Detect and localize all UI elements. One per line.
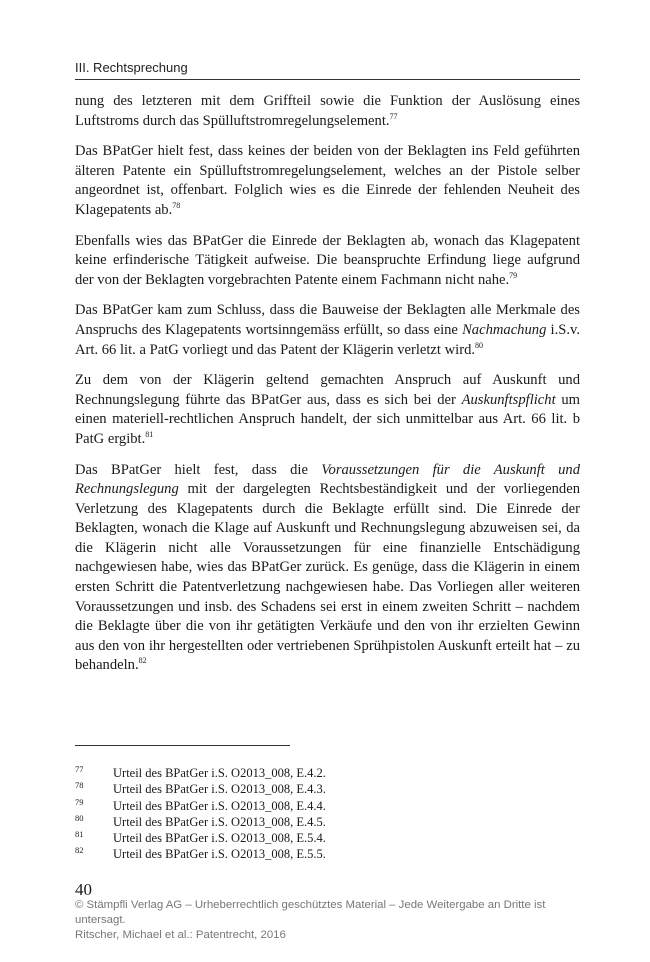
footnote-divider: [75, 745, 290, 746]
footnote: [75, 798, 580, 814]
paragraph-text: Das BPatGer kam zum Schluss, dass die Bauweise der Beklagten alle Merkmale des Anspruchs des Klagepatents wortsinngemäss erfüllt, so dass eine: [75, 302, 580, 338]
footnote-number: 82: [75, 845, 84, 856]
footnote-number: 77: [75, 764, 84, 774]
emphasis: Voraussetzungen für die Auskunft und Rechnungslegung: [75, 461, 580, 498]
body-text: [75, 92, 580, 687]
paragraph-text: Das BPatGer hielt fest, dass die: [75, 461, 322, 478]
footnote-ref[interactable]: 81: [145, 430, 154, 440]
footnote-number: 78: [75, 780, 84, 791]
paragraph-text: Das BPatGer hielt fest, dass keines der beiden von der Beklagten ins Feld geführten älteren Patente ein Spülluftstromregelungselement, welches an der Pistole selber angeordnet ist, offenbart. Folglich wies es die Einrede der fehlenden Neuheit des Klagepatents ab.: [75, 143, 580, 218]
footnote-ref[interactable]: 80: [475, 340, 484, 350]
footnote-text: Urteil des BPatGer i.S. O2013_008, E.4.4.: [113, 798, 326, 813]
footnote-ref[interactable]: 79: [509, 270, 518, 280]
paragraph: [75, 301, 580, 360]
footnote-ref[interactable]: 82: [138, 656, 147, 666]
footnote-text: Urteil des BPatGer i.S. O2013_008, E.5.5.: [113, 847, 326, 862]
footnote: [75, 765, 580, 781]
copyright-line: © Stämpfli Verlag AG – Urheberrechtlich geschütztes Material – Jede Weitergabe an Dritte ist untersagt.: [75, 899, 546, 926]
emphasis: Nachmachung: [462, 321, 547, 338]
footnote: [75, 814, 580, 830]
header-title: III. Rechtsprechung: [75, 60, 188, 75]
footnote-number: 80: [75, 812, 84, 823]
footnote-text: Urteil des BPatGer i.S. O2013_008, E.4.5.: [113, 814, 326, 829]
running-header: [75, 60, 580, 80]
paragraph: [75, 142, 580, 220]
paragraph-text: um einen materiell-rechtlichen Anspruch handelt, der sich unmittelbar aus Art. 66 lit. b PatG ergibt.: [75, 391, 580, 447]
footnotes: [75, 765, 580, 863]
footnote-text: Urteil des BPatGer i.S. O2013_008, E.5.4.: [113, 831, 326, 846]
paragraph-text: mit der dargelegten Rechtsbeständigkeit und der vorliegenden Verletzung des Klagepatents durch die Beklagte erfüllt sind. Die Einrede der Beklagten, wonach die Klage auf Auskunft und Rechnungslegung abzuweisen sei, da die Klägerin nicht alle Voraussetzungen für eine finanzielle Entschädigung nachgewiesen habe, wies das BPatGer zurück. Es genüge, dass die Klägerin in einem ersten Schritt die Patentverletzung nachgewiesen habe. Das Vorliegen aller weiteren Voraussetzungen und insb. des Schadens sei erst in einem zweiten Schritt – nachdem die Beklagte über die von ihr getätigten Verkäufe und den von ihr erzielten Gewinn aus den von ihr hergestellten oder vertriebenen Sprühpistolen Auskunft erteilt hat – zu behandeln.: [75, 481, 580, 674]
citation-line: Ritscher, Michael et al.: Patentrecht, 2016: [75, 929, 286, 941]
footnote-number: 81: [75, 829, 84, 840]
paragraph-text: Ebenfalls wies das BPatGer die Einrede der Beklagten ab, wonach das Klagepatent keine erfinderische Tätigkeit aufweise. Die beanspruchte Erfindung liege aufgrund der von der Beklagten vorgebrachten Patente einem Fachmann nicht nahe.: [75, 232, 580, 288]
page-number: 40: [75, 880, 92, 899]
paragraph: [75, 461, 580, 677]
paragraph: [75, 92, 580, 131]
paragraph: [75, 371, 580, 449]
paragraph: [75, 232, 580, 291]
footnote-number: 79: [75, 796, 84, 807]
paragraph-text: nung des letzteren mit dem Griffteil sowie die Funktion der Auslösung eines Luftstroms durch das Spülluftstromregelungselement.: [75, 93, 580, 129]
footnote: [75, 781, 580, 797]
footnote-text: Urteil des BPatGer i.S. O2013_008, E.4.3.: [113, 782, 326, 797]
footnote-text: Urteil des BPatGer i.S. O2013_008, E.4.2.: [113, 766, 326, 780]
copyright-notice: [75, 898, 580, 943]
footnote-ref[interactable]: 77: [389, 111, 398, 121]
footnote: [75, 830, 580, 846]
paragraph-text: Zu dem von der Klägerin geltend gemachten Anspruch auf Auskunft und Rechnungslegung führte das BPatGer aus, dass es sich bei der: [75, 372, 580, 408]
footnote: [75, 846, 580, 862]
paragraph-text: i.S.v. Art. 66 lit. a PatG vorliegt und das Patent der Klägerin verletzt wird.: [75, 321, 580, 358]
emphasis: Auskunftspflicht: [461, 391, 556, 408]
footnote-ref[interactable]: 78: [172, 201, 181, 211]
